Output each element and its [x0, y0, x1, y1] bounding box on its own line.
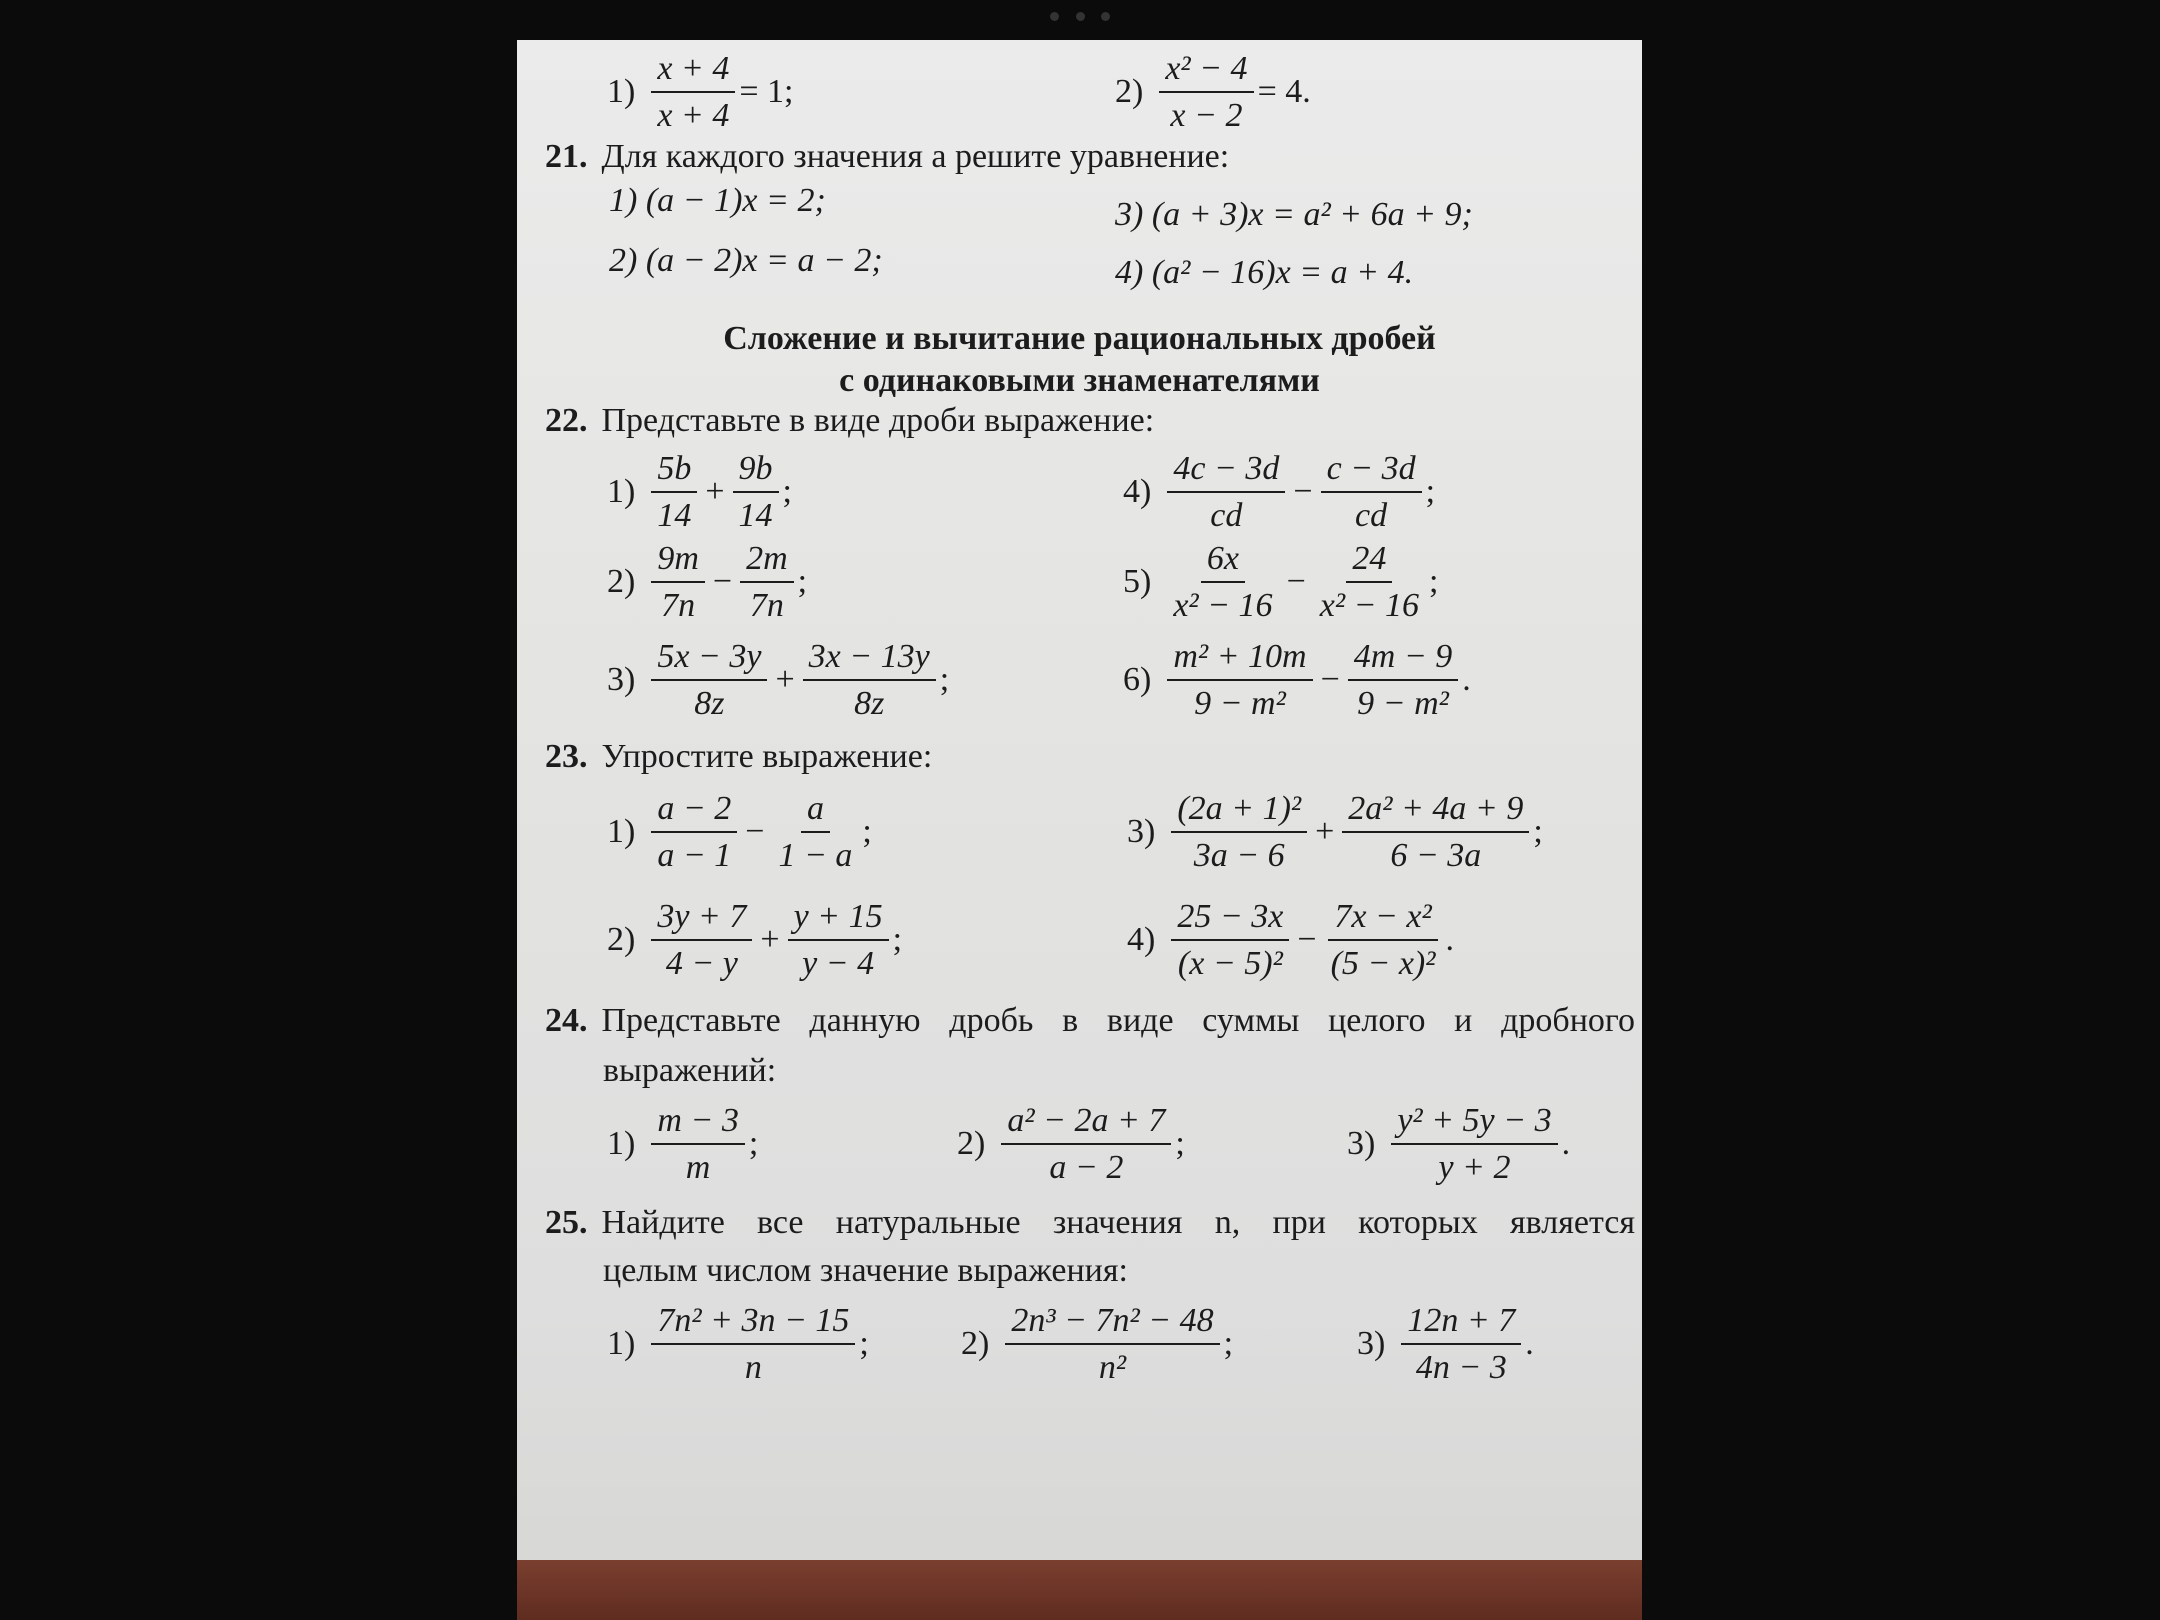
operator: −: [1297, 921, 1317, 959]
fraction: [740, 540, 794, 625]
numerator: 2a² + 4a + 9: [1342, 790, 1529, 833]
p25-i1: [607, 1302, 869, 1387]
p23-i4: [1127, 898, 1454, 983]
p25-i2: [961, 1302, 1233, 1387]
punctuation: ;: [862, 813, 872, 851]
numerator: 12n + 7: [1401, 1302, 1521, 1345]
fraction: [651, 450, 697, 535]
item-label: 2): [957, 1125, 986, 1163]
fraction: [651, 540, 705, 625]
operator: +: [760, 921, 780, 959]
item-label: 4): [1123, 473, 1152, 511]
punctuation: .: [1525, 1325, 1534, 1363]
fraction: [733, 450, 779, 535]
punctuation: .: [1462, 661, 1471, 699]
item-label: 2): [961, 1325, 990, 1363]
p22-i5: [1123, 540, 1438, 625]
operator: −: [1293, 473, 1313, 511]
numerator: 2m: [740, 540, 794, 583]
numerator: 5x − 3y: [651, 638, 767, 681]
denominator: 9 − m²: [1194, 685, 1286, 723]
numerator: a − 2: [651, 790, 737, 833]
item-label: 1): [607, 473, 636, 511]
fraction: $\frac{\text{x² − 4}}{x - 2}$: [1159, 50, 1253, 135]
operator: +: [1315, 813, 1335, 851]
item-label: 3): [607, 661, 636, 699]
p22-i3: [607, 638, 949, 723]
punctuation: ;: [1428, 563, 1439, 601]
p24-i1: [607, 1102, 758, 1187]
top-item-1: 1) $\frac{x + 4}{x + 4}$ = 1;: [607, 50, 794, 135]
problem-24-line-1: 24. Представьте данную дробь в виде суммы целого и дробного: [545, 1002, 1635, 1039]
fraction: [651, 1302, 855, 1387]
fraction: [788, 898, 889, 983]
fraction: $\frac{x + 4}{x + 4}$: [651, 50, 735, 135]
denominator: 3a − 6: [1193, 837, 1285, 875]
denominator: 9 − m²: [1357, 685, 1449, 723]
punctuation: ;: [1533, 813, 1543, 851]
section-title-line-2: с одинаковыми знаменателями: [839, 362, 1320, 399]
item-label: 1): [607, 1125, 636, 1163]
denominator: x² − 16: [1173, 587, 1273, 625]
denominator: cd: [1355, 497, 1388, 535]
numerator: 3x − 13y: [803, 638, 936, 681]
window-dots: [1050, 12, 1110, 26]
punctuation: ;: [1425, 473, 1436, 511]
denominator: y − 4: [802, 945, 875, 983]
numerator: y² + 5y − 3: [1391, 1102, 1557, 1145]
fraction: [1005, 1302, 1219, 1387]
denominator: cd: [1210, 497, 1243, 535]
fraction: [1171, 790, 1307, 875]
denominator: 6 − 3a: [1390, 837, 1482, 875]
numerator: 2n³ − 7n² − 48: [1005, 1302, 1219, 1345]
punctuation: ;: [859, 1325, 869, 1363]
problem-22-heading: 22. Представьте в виде дроби выражение:: [545, 402, 1155, 439]
fraction: [1171, 898, 1289, 983]
punctuation: ;: [782, 473, 792, 511]
denominator: 1 − a: [778, 837, 853, 875]
item-label: 3): [1127, 813, 1156, 851]
fraction: [1167, 638, 1312, 723]
item-label: 1): [607, 813, 636, 851]
problem-25-line-1: 25. Найдите все натуральные значения n, при которых является: [545, 1204, 1635, 1241]
denominator: 8z: [694, 685, 725, 723]
item-label: 1): [607, 1325, 636, 1363]
numerator: y + 15: [788, 898, 889, 941]
denominator: 14: [738, 497, 773, 535]
p22-i1: [607, 450, 792, 535]
punctuation: ;: [1223, 1325, 1234, 1363]
p23-i1: [607, 790, 872, 875]
numerator: c − 3d: [1321, 450, 1422, 493]
fraction: [651, 638, 767, 723]
denominator: a − 1: [657, 837, 732, 875]
denominator: m: [685, 1149, 711, 1187]
numerator: 9b: [733, 450, 779, 493]
problem-21-heading: 21. Для каждого значения a решите уравнение:: [545, 138, 1230, 175]
numerator: 3y + 7: [651, 898, 752, 941]
denominator: n: [744, 1349, 762, 1387]
numerator: 24: [1346, 540, 1392, 583]
item-label: 3): [1357, 1325, 1386, 1363]
fraction: [651, 790, 737, 875]
denominator: 7n: [661, 587, 696, 625]
denominator: 14: [657, 497, 692, 535]
denominator: (x − 5)²: [1177, 945, 1283, 983]
punctuation: ;: [797, 563, 808, 601]
problem-21-item-4: 4) (a² − 16)x = a + 4.: [1115, 254, 1414, 291]
numerator: 6x: [1201, 540, 1245, 583]
numerator: a² − 2a + 7: [1001, 1102, 1171, 1145]
section-title-line-1: Сложение и вычитание рациональных дробей: [723, 320, 1436, 357]
fraction: [1314, 540, 1425, 625]
numerator: 25 − 3x: [1171, 898, 1289, 941]
punctuation: ;: [1175, 1125, 1185, 1163]
p22-i2: [607, 540, 807, 625]
fraction: [1342, 790, 1529, 875]
denominator: (5 − x)²: [1330, 945, 1436, 983]
fraction: [1325, 898, 1442, 983]
fraction: [1167, 540, 1278, 625]
fraction: [1321, 450, 1422, 535]
table-surface: [517, 1560, 1642, 1620]
fraction: [651, 898, 752, 983]
punctuation: ;: [892, 921, 903, 959]
problem-25-line-2: целым числом значение выражения:: [603, 1252, 1128, 1289]
item-label: 4): [1127, 921, 1156, 959]
numerator: m − 3: [651, 1102, 745, 1145]
operator: −: [1286, 563, 1306, 601]
p25-i3: [1357, 1302, 1534, 1387]
numerator: 7n² + 3n − 15: [651, 1302, 855, 1345]
p24-i2: [957, 1102, 1185, 1187]
numerator: 7x − x²: [1328, 898, 1437, 941]
numerator: a: [801, 790, 830, 833]
denominator: 4n − 3: [1415, 1349, 1507, 1387]
operator: +: [775, 661, 795, 699]
operator: −: [1320, 661, 1340, 699]
denominator: n²: [1098, 1349, 1127, 1387]
denominator: 4 − y: [665, 945, 738, 983]
denominator: 7n: [749, 587, 784, 625]
denominator: y + 2: [1438, 1149, 1511, 1187]
numerator: 9m: [651, 540, 705, 583]
item-label: 2): [607, 563, 636, 601]
item-label: 6): [1123, 661, 1152, 699]
numerator: 4m − 9: [1348, 638, 1459, 681]
operator: +: [705, 473, 725, 511]
operator: −: [745, 813, 765, 851]
numerator: 5b: [651, 450, 697, 493]
p24-i3: [1347, 1102, 1570, 1187]
punctuation: .: [1561, 1125, 1571, 1163]
top-item-2: 2) $\frac{\text{x² − 4}}{x - 2}$ = 4.: [1115, 50, 1311, 135]
numerator: 4c − 3d: [1167, 450, 1285, 493]
item-label: 2): [607, 921, 636, 959]
punctuation: ;: [939, 661, 950, 699]
fraction: [1401, 1302, 1521, 1387]
fraction: [803, 638, 936, 723]
fraction: [1391, 1102, 1557, 1187]
p22-i4: [1123, 450, 1435, 535]
denominator: 8z: [854, 685, 885, 723]
operator: −: [712, 563, 733, 601]
problem-23-heading: 23. Упростите выражение:: [545, 738, 933, 775]
problem-21-item-2: 2) (a − 2)x = a − 2;: [609, 242, 883, 279]
textbook-page: [517, 40, 1642, 1620]
numerator: m² + 10m: [1167, 638, 1312, 681]
p22-i6: [1123, 638, 1471, 723]
denominator: a − 2: [1049, 1149, 1124, 1187]
fraction: [651, 1102, 745, 1187]
p23-i3: [1127, 790, 1543, 875]
punctuation: ;: [748, 1125, 759, 1163]
fraction: [1167, 450, 1285, 535]
problem-24-line-2: выражений:: [603, 1052, 777, 1089]
fraction: [772, 790, 858, 875]
item-label: 5): [1123, 563, 1152, 601]
punctuation: .: [1445, 921, 1454, 959]
numerator: (2a + 1)²: [1171, 790, 1307, 833]
item-label: 3): [1347, 1125, 1376, 1163]
fraction: [1348, 638, 1459, 723]
fraction: [1001, 1102, 1171, 1187]
p23-i2: [607, 898, 902, 983]
problem-21-item-1: 1) (a − 1)x = 2;: [609, 182, 826, 219]
denominator: x² − 16: [1319, 587, 1419, 625]
problem-21-item-3: 3) (a + 3)x = a² + 6a + 9;: [1115, 196, 1473, 233]
